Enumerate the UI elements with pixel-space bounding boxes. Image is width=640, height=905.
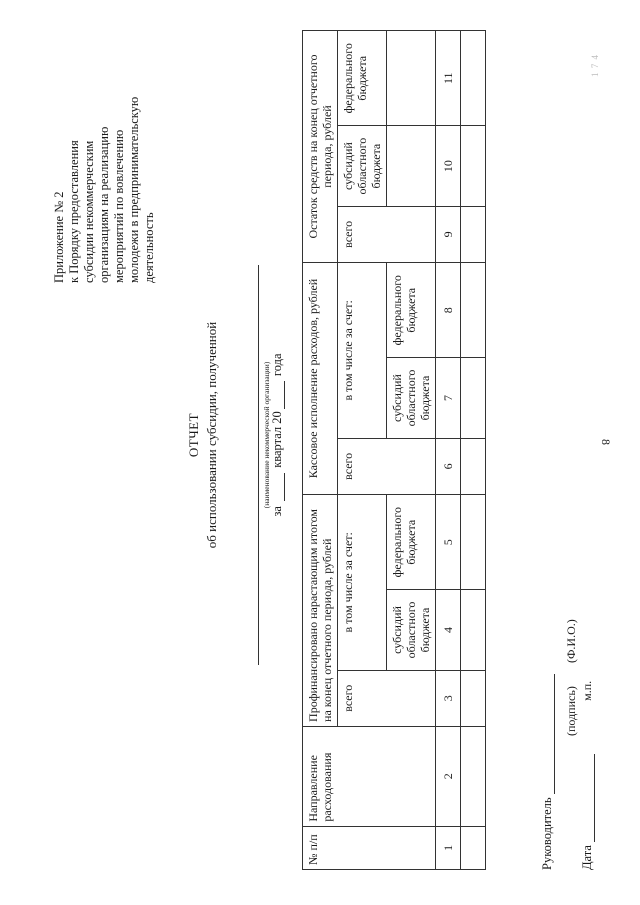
appendix-line: молодежи в предпринимательскую [127, 96, 141, 283]
column-number: 3 [436, 670, 461, 726]
header-num: № п/п [303, 826, 436, 869]
column-number: 10 [436, 126, 461, 206]
column-number: 1 [436, 826, 461, 869]
stamp-label: м.п. [580, 680, 594, 701]
signature-line [542, 674, 555, 794]
page-number: 8 [599, 439, 613, 445]
header-balance-total: всего [338, 206, 436, 262]
empty-cell [461, 206, 486, 262]
column-number: 9 [436, 206, 461, 262]
org-name-line [246, 265, 259, 665]
column-number: 2 [436, 726, 461, 826]
period-suffix: года [270, 353, 284, 377]
empty-cell [461, 495, 486, 590]
header-balance-regional: субсидий областного бюджета [338, 126, 387, 206]
header-financed: Профинансировано нарастающим итогом на конец отчетного периода, рублей [303, 495, 338, 727]
header-cash-regional: субсидий областного бюджета [387, 358, 436, 438]
empty-cell [461, 263, 486, 358]
date-line [582, 754, 595, 842]
quarter-blank [273, 473, 285, 501]
header-financed-regional: субсидий областного бюджета [387, 590, 436, 670]
header-direction: Направление расходования [303, 726, 436, 826]
empty-cell [461, 590, 486, 670]
org-name-caption: (наименование некоммерческой организации) [262, 361, 271, 509]
name-caption: (Ф.И.О.) [564, 619, 578, 664]
appendix-line: мероприятий по вовлечению [112, 129, 126, 283]
header-financed-including: в том числе за счет: [338, 495, 387, 671]
appendix-line: Приложение № 2 [52, 191, 66, 283]
empty-cell [461, 358, 486, 438]
report-title: ОТЧЕТ [186, 412, 201, 458]
empty-cell [461, 726, 486, 826]
period-prefix: за [270, 506, 284, 517]
header-financed-total: всего [338, 670, 436, 726]
header-cash-federal: федерального бюджета [387, 263, 436, 358]
scan-mark: 1 7 4 [590, 54, 600, 77]
header-cash-including: в том числе за счет: [338, 263, 387, 439]
empty-cell [461, 126, 486, 206]
appendix-note [52, 23, 157, 283]
column-number: 4 [436, 590, 461, 670]
signature-caption: (подпись) [564, 686, 578, 736]
empty-cell [461, 438, 486, 494]
column-number: 6 [436, 438, 461, 494]
header-balance-empty [387, 31, 436, 127]
column-number: 7 [436, 358, 461, 438]
empty-cell [461, 31, 486, 127]
report-subtitle: об использовании субсидии, полученной [204, 321, 219, 549]
header-financed-federal: федерального бюджета [387, 495, 436, 590]
header-balance-federal: федерального бюджета [338, 31, 387, 127]
header-balance: Остаток средств на конец отчетного периода, рублей [303, 31, 338, 263]
signature-block [540, 619, 602, 870]
header-balance-empty [387, 126, 436, 206]
report-table [302, 30, 486, 870]
header-cash: Кассовое исполнение расходов, рублей [303, 263, 338, 495]
empty-cell [461, 826, 486, 869]
year-blank [273, 381, 285, 409]
column-number: 5 [436, 495, 461, 590]
appendix-line: к Порядку предоставления [67, 140, 81, 283]
report-period [270, 265, 285, 605]
column-number: 8 [436, 263, 461, 358]
date-label: Дата [580, 845, 594, 870]
header-cash-total: всего [338, 438, 436, 494]
appendix-line: организациям на реализацию [97, 126, 111, 283]
head-label: Руководитель [540, 797, 554, 870]
empty-cell [461, 670, 486, 726]
appendix-line: субсидии некоммерческим [82, 140, 96, 283]
period-middle: квартал 20 [270, 411, 284, 468]
appendix-line: деятельность [142, 212, 156, 283]
column-number: 11 [436, 31, 461, 127]
